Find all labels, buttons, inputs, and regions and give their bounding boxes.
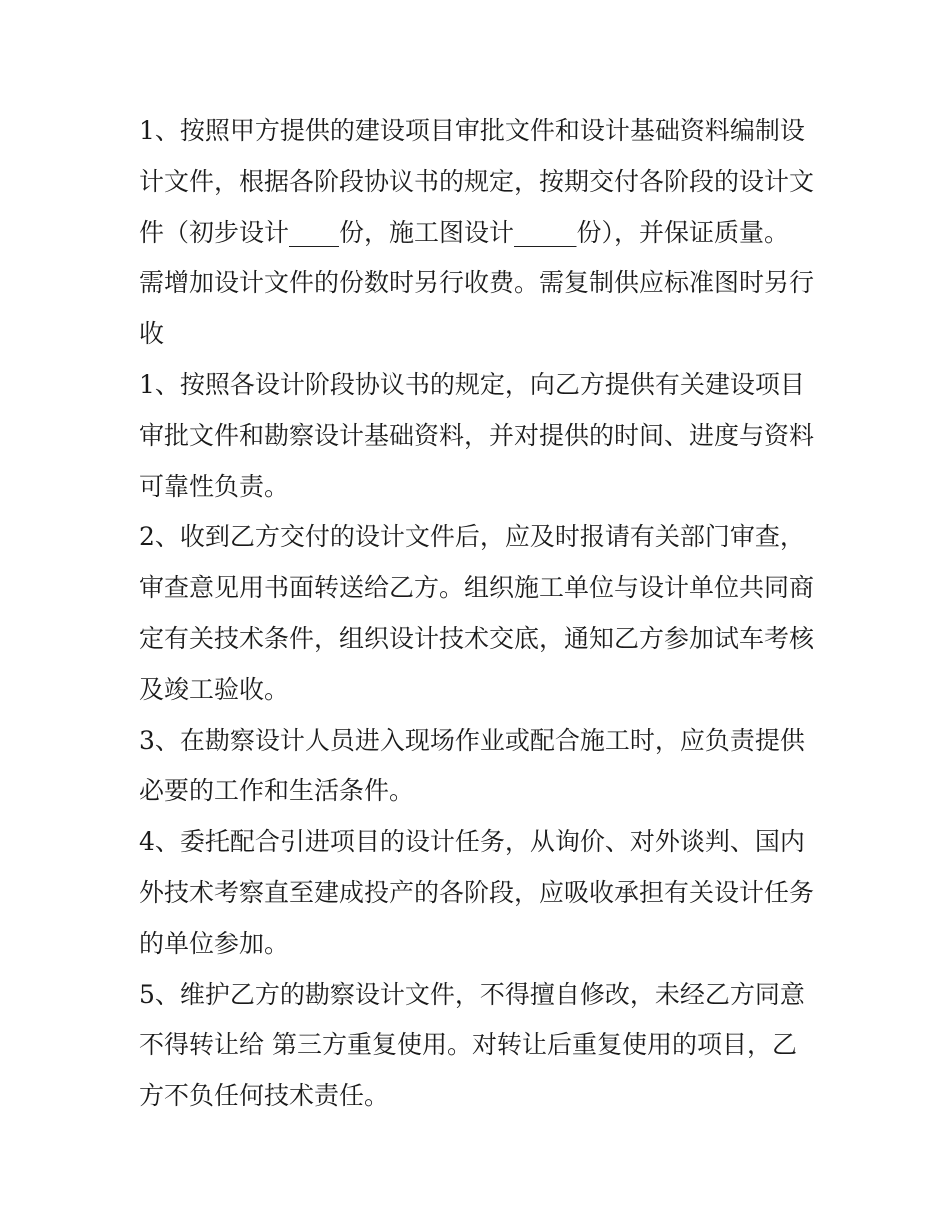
text-line: 审查意见用书面转送给乙方。组织施工单位与设计单位共同商 <box>139 573 815 603</box>
text-line: 方不负任何技术责任。 <box>139 1081 390 1111</box>
paragraph-client-obligation-1 <box>139 360 815 512</box>
text-line: 可靠性负责。 <box>139 471 290 501</box>
text-line: 必要的工作和生活条件。 <box>139 776 415 806</box>
text-line: 外技术考察直至建成投产的各阶段，应吸收承担有关设计任务 <box>139 877 815 907</box>
text-line: 1、按照甲方提供的建设项目审批文件和设计基础资料编制设 <box>139 116 805 145</box>
text-line: 件（初步设计____份，施工图设计_____份），并保证质量。 <box>139 217 790 247</box>
paragraph-designer-obligation-1 <box>139 106 815 360</box>
text-line: 4、委托配合引进项目的设计任务，从询价、对外谈判、国内 <box>139 827 805 857</box>
text-line: 需增加设计文件的份数时另行收费。需复制供应标准图时另行 <box>139 268 815 298</box>
text-line: 不得转让给 第三方重复使用。对转让后重复使用的项目，乙 <box>139 1030 797 1060</box>
paragraph-client-obligation-3 <box>139 716 815 818</box>
text-line: 收 <box>139 319 165 349</box>
text-line: 定有关技术条件，组织设计技术交底，通知乙方参加试车考核 <box>139 623 815 653</box>
text-line: 1、按照各设计阶段协议书的规定，向乙方提供有关建设项目 <box>139 369 805 399</box>
text-line: 审批文件和勘察设计基础资料，并对提供的时间、进度与资料 <box>139 420 815 450</box>
text-line: 的单位参加。 <box>139 928 290 958</box>
text-line: 2、收到乙方交付的设计文件后，应及时报请有关部门审查， <box>139 522 805 552</box>
text-line: 5、维护乙方的勘察设计文件，不得擅自修改，未经乙方同意 <box>139 979 805 1009</box>
document-body <box>139 106 815 1122</box>
text-line: 计文件，根据各阶段协议书的规定，按期交付各阶段的设计文 <box>139 166 815 196</box>
paragraph-client-obligation-4 <box>139 817 815 969</box>
text-line: 3、在勘察设计人员进入现场作业或配合施工时，应负责提供 <box>139 725 805 755</box>
paragraph-client-obligation-5 <box>139 970 815 1122</box>
paragraph-client-obligation-2 <box>139 512 815 715</box>
text-line: 及竣工验收。 <box>139 674 290 704</box>
